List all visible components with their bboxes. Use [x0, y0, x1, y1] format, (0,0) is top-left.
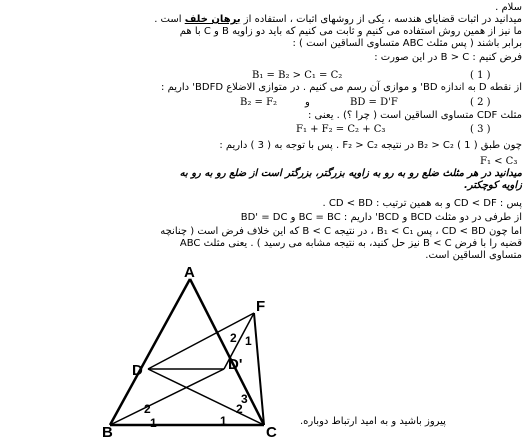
equation-2-part2: B₂ = F₂ — [240, 97, 278, 108]
equation-4: F₁ < C₃ — [480, 156, 518, 167]
angle-label-c3: 3 — [241, 392, 248, 406]
isosceles-cdf-line: مثلث CDF متساوی الساقین است ( چرا ؟) . یعنی : — [307, 110, 522, 121]
triangle-figure — [100, 265, 290, 438]
equation-2-and: و — [305, 97, 310, 108]
angle-label-b1: 1 — [150, 416, 157, 430]
equation-1-number: ( 1 ) — [470, 70, 491, 81]
construction-line: از نقطه D به اندازه BD' و موازی آن رسم می کنیم . در متوازی الاضلاع BDFD' داریم : — [161, 82, 522, 93]
vertex-label-b: B — [102, 424, 113, 438]
method-line: ما نیز از همین روش استفاده می کنیم و ثابت می کنیم که باید دو زاویه B و C با هم — [179, 26, 522, 37]
angle-label-f1: 1 — [245, 334, 252, 348]
vertex-label-c: C — [266, 424, 277, 438]
equation-3: F₁ + F₂ = C₂ + C₃ — [296, 124, 386, 135]
assumption-line: فرض کنیم : B > C در این صورت : — [374, 52, 522, 63]
contradiction-line: اما چون CD < BD ، پس B₁ < C₁ ، در نتیجه B < C که این خلاف فرض است ( چنانچه — [160, 226, 522, 237]
angle-label-c1: 1 — [220, 414, 227, 428]
equation-3-number: ( 3 ) — [470, 124, 491, 135]
intro-text-part1: میدانید در اثبات قضایای هندسه ، یکی از روشهای اثبات ، استفاده از — [243, 14, 522, 25]
equation-2-part1: BD = D'F — [350, 97, 398, 108]
goal-line: برابر باشند ( پس مثلث ABC متساوی الساقین است ) : — [292, 38, 522, 49]
closing-line: پیروز باشید و به امید ارتباط دوباره. — [300, 416, 446, 427]
vertex-label-d-prime: D' — [228, 356, 243, 373]
proof-by-contradiction-term: برهان خلف — [184, 14, 241, 25]
angle-label-c2: 2 — [236, 402, 243, 416]
intro-text-part2: است . — [154, 14, 182, 25]
conclusion-line-2: متساوی الساقین است. — [425, 250, 522, 261]
equation-1: B₁ = B₂ > C₁ = C₂ — [252, 70, 343, 81]
vertex-label-d: D — [132, 362, 143, 379]
vertex-label-f: F — [256, 298, 266, 315]
inequality-line: پس : CD < DF و به همین ترتیب : CD < BD . — [322, 198, 522, 209]
vertex-label-a: A — [184, 265, 195, 281]
side-ac — [190, 279, 264, 425]
angle-label-b2: 2 — [144, 402, 151, 416]
comparison-line: از طرفی در دو مثلث BCD و BCD' داریم : BC = BC و BD' = DC — [240, 212, 522, 223]
triangle-rule-line-2: زاویه کوچکتر. — [463, 180, 522, 191]
angle-label-f2: 2 — [230, 331, 237, 345]
intro-line — [154, 14, 522, 26]
conclusion-line: قضیه را با فرض B < C نیز حل کنید، به نتیجه مشابه می رسید ) . یعنی مثلث ABC — [179, 238, 522, 249]
equation-2-number: ( 2 ) — [470, 97, 491, 108]
triangle-rule-line: میدانید در هر مثلث ضلع رو به رو به زاویه بزرگتر، بزرگتر است از ضلع رو به رو به — [179, 168, 522, 179]
greeting-line: سلام . — [495, 2, 522, 13]
deduction-line: چون طبق ( 1 ) B₂ > C₂ در نتیجه F₂ > C₂ . پس با توجه به ( 3 ) داریم : — [219, 140, 522, 151]
